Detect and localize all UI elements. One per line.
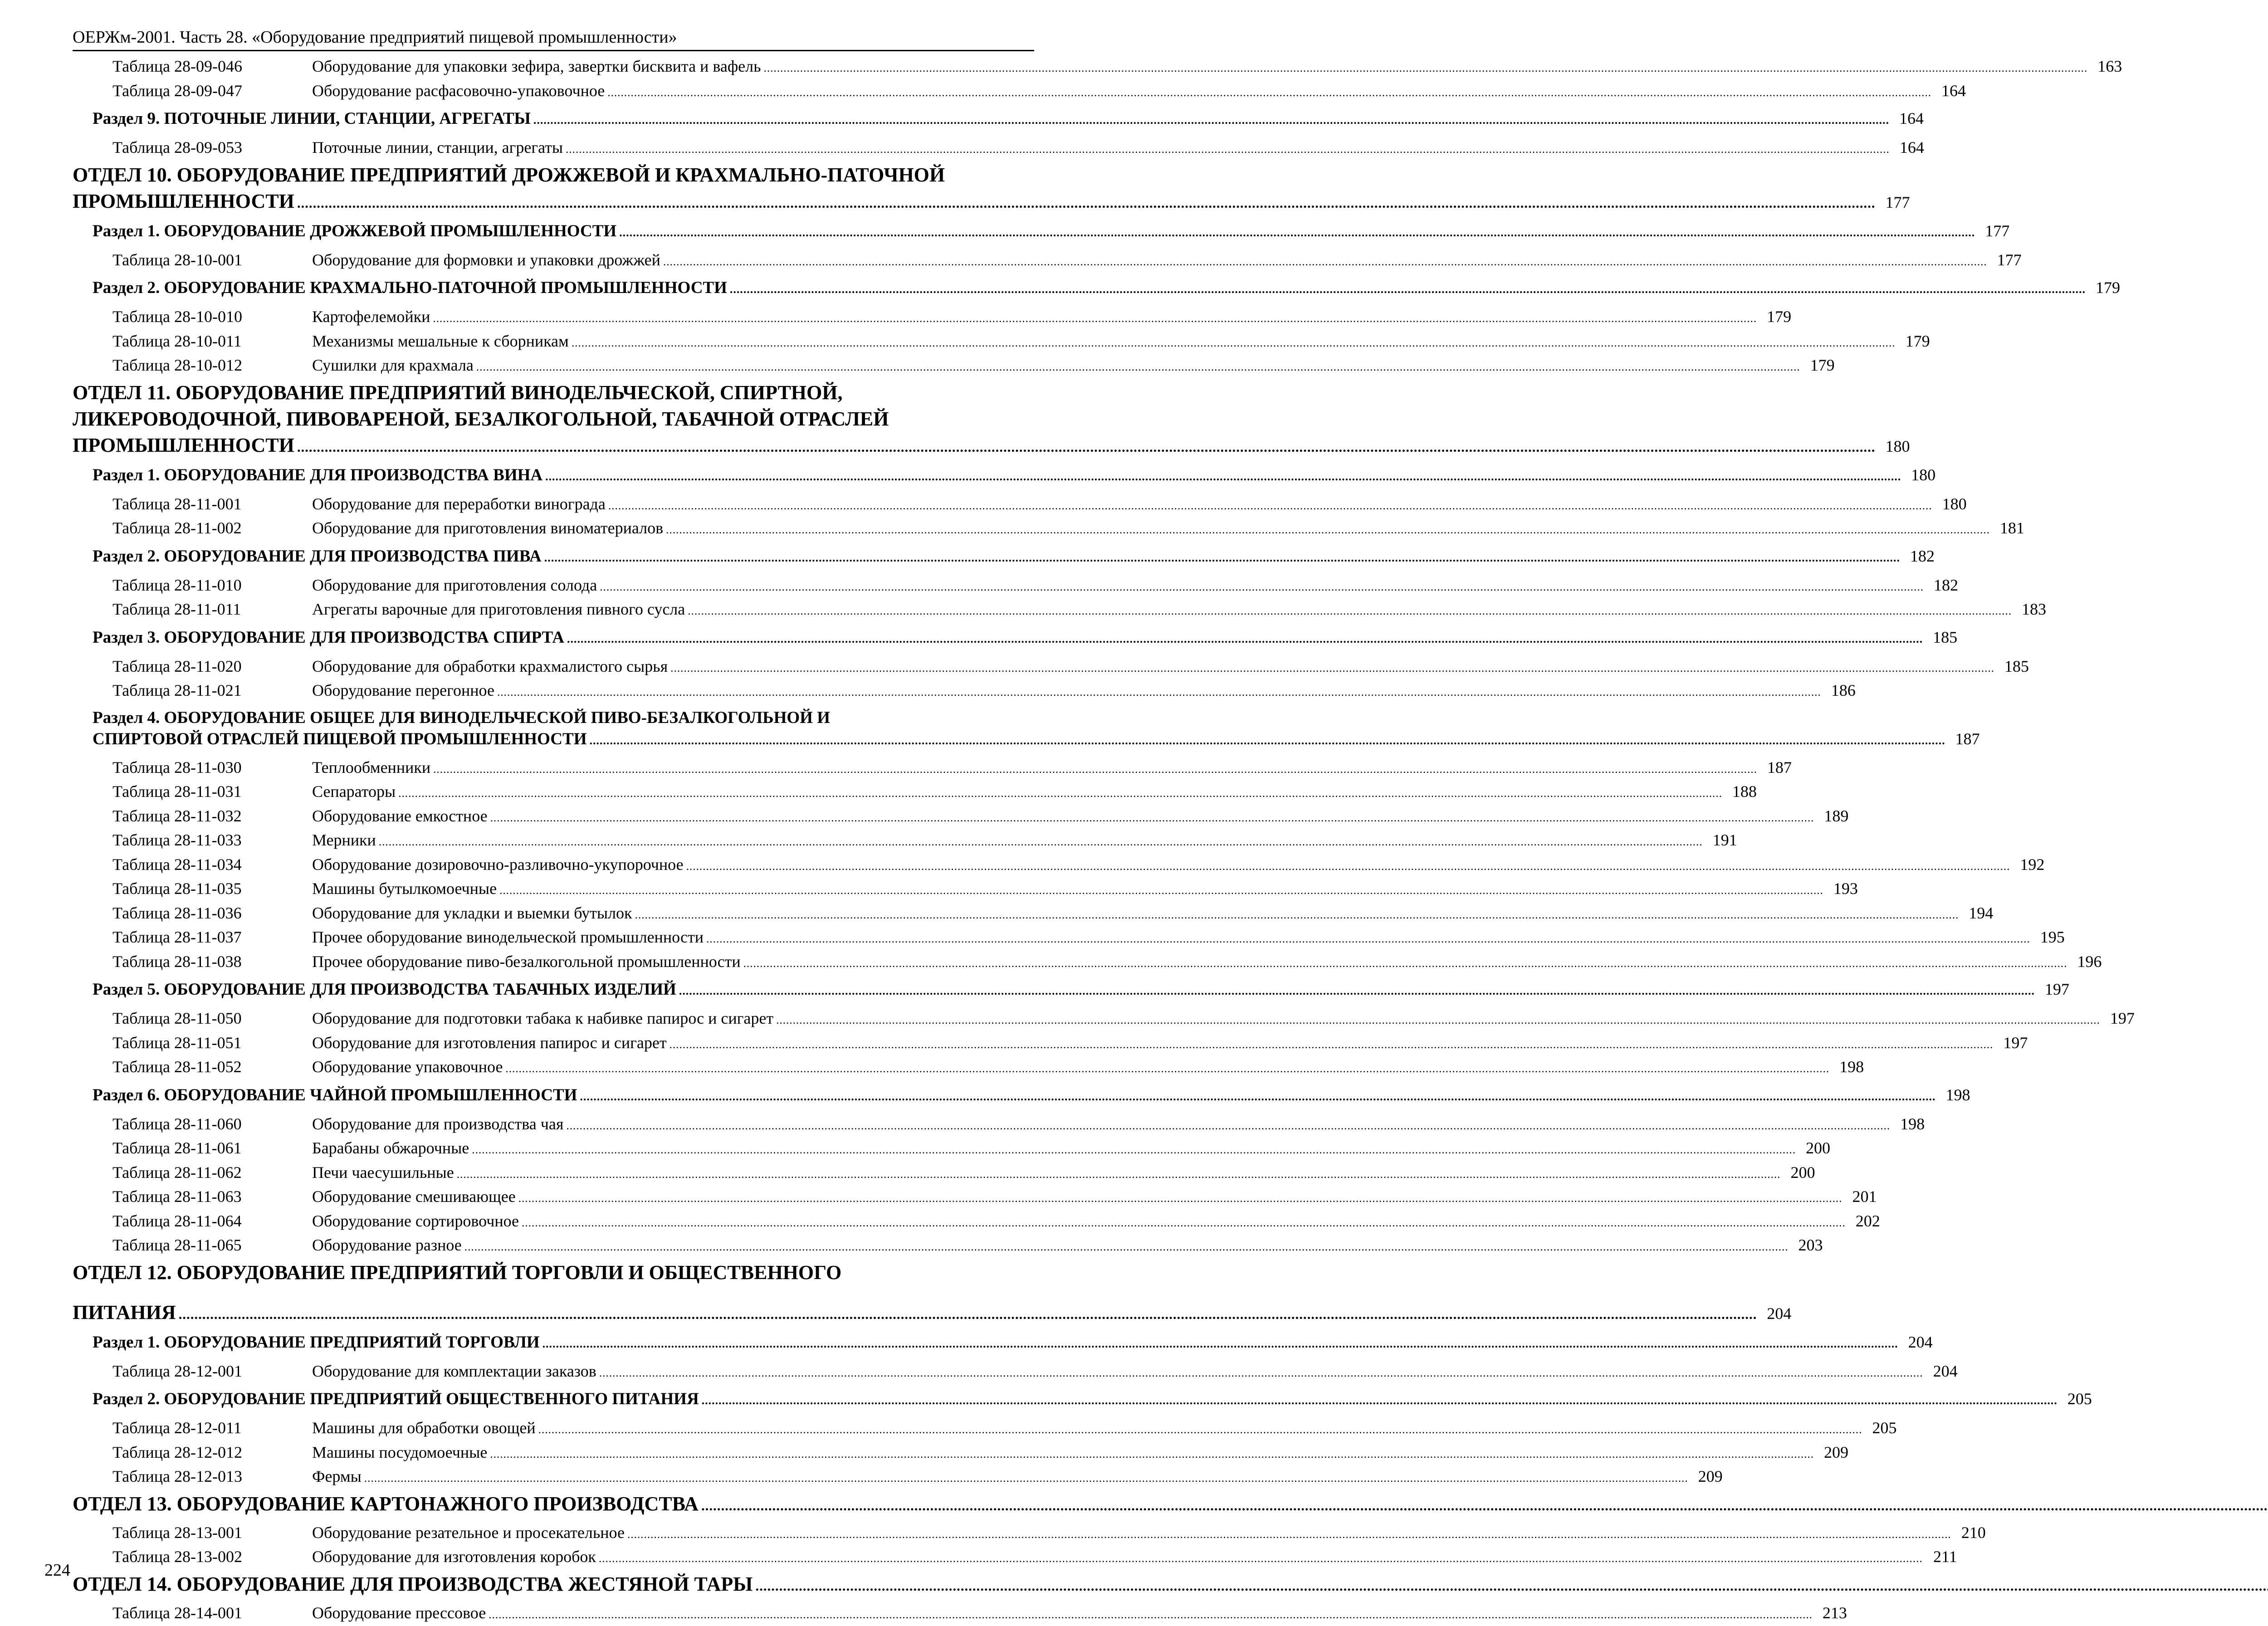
dot-leader	[364, 1468, 1688, 1490]
toc-table-entry	[73, 679, 1039, 704]
toc-section-heading	[73, 545, 1039, 569]
toc-table-entry	[73, 1360, 1039, 1385]
dot-leader	[433, 759, 1757, 781]
toc-division-heading	[73, 1571, 1039, 1599]
toc-table-entry	[73, 1234, 1039, 1259]
table-code: Таблица 28-11-033	[73, 829, 312, 851]
dot-leader	[297, 190, 1876, 216]
heading-page: 204	[1901, 1331, 1933, 1353]
dot-leader	[566, 1115, 1890, 1138]
dot-leader	[670, 1034, 1994, 1056]
dot-leader	[666, 519, 1990, 542]
heading-line: Раздел 1. ОБОРУДОВАНИЕ ДРОЖЖЕВОЙ ПРОМЫШЛЕННОСТИ	[93, 220, 616, 242]
toc-table-entry	[73, 1602, 1039, 1626]
table-page: 197	[2103, 1007, 2135, 1030]
dot-leader	[599, 1548, 1923, 1570]
heading-line: Раздел 5. ОБОРУДОВАНИЕ ДЛЯ ПРОИЗВОДСТВА ТАБАЧНЫХ ИЗДЕЛИЙ	[93, 979, 676, 1001]
table-page: 201	[1845, 1186, 1877, 1208]
dot-leader	[457, 1164, 1781, 1186]
toc-table-entry	[73, 493, 1039, 518]
heading-last-line	[93, 1388, 1039, 1411]
table-title: Оборудование для упаковки зефира, завертки бисквита и вафель	[312, 55, 761, 78]
table-code: Таблица 28-10-001	[73, 249, 312, 271]
toc-section-heading	[73, 464, 1039, 488]
table-title: Оборудование перегонное	[312, 679, 494, 702]
heading-last-line	[93, 464, 1039, 488]
toc-table-entry	[73, 517, 1039, 542]
table-code: Таблица 28-11-034	[73, 854, 312, 876]
table-page: 200	[1799, 1137, 1830, 1159]
toc-table-entry	[73, 249, 1039, 273]
table-page: 192	[2013, 854, 2044, 876]
heading-last-line	[73, 1571, 1039, 1599]
table-page: 189	[1817, 805, 1848, 827]
toc-table-entry	[73, 1546, 1039, 1570]
table-code: Таблица 28-11-001	[73, 493, 312, 515]
table-page: 195	[2033, 926, 2065, 948]
table-code: Таблица 28-11-064	[73, 1210, 312, 1232]
dot-leader	[572, 332, 1896, 355]
toc-table-entry	[73, 137, 1039, 161]
table-code: Таблица 28-11-035	[73, 878, 312, 900]
table-title: Оборудование для приготовления солода	[312, 574, 597, 596]
dot-leader	[627, 1524, 1951, 1546]
table-title: Печи чаесушильные	[312, 1162, 454, 1184]
heading-last-line	[93, 1084, 1039, 1108]
dot-leader	[706, 928, 2030, 951]
dot-leader	[379, 831, 1703, 854]
table-page: 209	[1691, 1465, 1723, 1488]
heading-line: ЛИКЕРОВОДОЧНОЙ, ПИВОВАРЕНОЙ, БЕЗАЛКОГОЛЬНОЙ, ТАБАЧНОЙ ОТРАСЛЕЙ	[73, 406, 1039, 432]
table-code: Таблица 28-14-001	[73, 1602, 312, 1624]
toc-table-entry	[73, 330, 1039, 355]
table-code: Таблица 28-11-002	[73, 517, 312, 539]
toc-table-entry	[73, 1137, 1039, 1162]
dot-leader	[670, 658, 1994, 680]
dot-leader	[505, 1058, 1829, 1080]
table-code: Таблица 28-11-038	[73, 951, 312, 973]
toc-table-entry	[73, 55, 1039, 80]
heading-line: ПРОМЫШЛЕННОСТИ	[73, 432, 294, 459]
table-code: Таблица 28-11-037	[73, 926, 312, 948]
table-page: 193	[1826, 878, 1858, 900]
table-page: 179	[1803, 354, 1835, 376]
table-code: Таблица 28-11-020	[73, 655, 312, 678]
heading-last-line	[93, 728, 1039, 751]
heading-line: СПИРТОВОЙ ОТРАСЛЕЙ ПИЩЕВОЙ ПРОМЫШЛЕННОСТИ	[93, 729, 587, 750]
table-title: Оборудование для переработки винограда	[312, 493, 606, 515]
dot-leader	[607, 82, 1931, 104]
heading-line: ОТДЕЛ 12. ОБОРУДОВАНИЕ ПРЕДПРИЯТИЙ ТОРГОВЛИ И ОБЩЕСТВЕННОГО	[73, 1260, 1039, 1286]
table-title: Оборудование для обработки крахмалистого сырья	[312, 655, 668, 678]
table-title: Оборудование упаковочное	[312, 1056, 503, 1078]
heading-line: Раздел 4. ОБОРУДОВАНИЕ ОБЩЕЕ ДЛЯ ВИНОДЕЛЬЧЕСКОЙ ПИВО-БЕЗАЛКОГОЛЬНОЙ И	[93, 708, 1039, 728]
table-page: 198	[1893, 1113, 1925, 1135]
dot-leader	[776, 1010, 2100, 1032]
table-code: Таблица 28-11-011	[73, 598, 312, 620]
heading-page: 182	[1903, 545, 1935, 567]
heading-last-line	[93, 978, 1039, 1002]
table-page: 180	[1935, 493, 1967, 515]
table-page: 163	[2090, 55, 2122, 78]
heading-last-line	[93, 545, 1039, 569]
page-number: 224	[44, 1560, 70, 1580]
toc-division-heading	[73, 1260, 1039, 1328]
dot-leader	[433, 308, 1757, 330]
heading-page: 180	[1878, 433, 1910, 459]
heading-page: 177	[1978, 220, 2009, 242]
heading-line: Раздел 6. ОБОРУДОВАНИЕ ЧАЙНОЙ ПРОМЫШЛЕННОСТИ	[93, 1084, 577, 1106]
table-title: Оборудование для изготовления коробок	[312, 1546, 596, 1568]
dot-leader	[499, 880, 1823, 902]
toc-table-entry	[73, 655, 1039, 680]
table-code: Таблица 28-13-001	[73, 1522, 312, 1544]
toc-table-entry	[73, 1441, 1039, 1466]
heading-line: Раздел 2. ОБОРУДОВАНИЕ ПРЕДПРИЯТИЙ ОБЩЕСТВЕННОГО ПИТАНИЯ	[93, 1388, 699, 1410]
running-header: ОЕРЖм-2001. Часть 28. «Оборудование предприятий пищевой промышленности»	[73, 26, 1034, 51]
toc-table-entry	[73, 1522, 1039, 1546]
table-code: Таблица 28-11-061	[73, 1137, 312, 1159]
heading-page: 205	[2060, 1388, 2092, 1410]
dot-leader	[679, 980, 2035, 1002]
table-title: Оборудование для комплектации заказов	[312, 1360, 596, 1382]
dot-leader	[533, 109, 1889, 131]
table-title: Сушилки для крахмала	[312, 354, 474, 376]
dot-leader	[518, 1188, 1843, 1210]
table-page: 197	[1996, 1032, 2028, 1054]
table-page: 209	[1817, 1441, 1848, 1464]
dot-leader	[543, 1333, 1898, 1355]
table-code: Таблица 28-11-062	[73, 1162, 312, 1184]
heading-page: 198	[1938, 1084, 1970, 1106]
table-page: 191	[1706, 829, 1737, 851]
toc-table-entry	[73, 1056, 1039, 1080]
table-page: 196	[2070, 951, 2102, 973]
heading-page: 179	[2088, 277, 2120, 298]
dot-leader	[476, 356, 1800, 379]
heading-line: ОТДЕЛ 11. ОБОРУДОВАНИЕ ПРЕДПРИЯТИЙ ВИНОДЕЛЬЧЕСКОЙ, СПИРТНОЙ,	[73, 380, 1039, 406]
table-title: Прочее оборудование пиво-безалкогольной промышленности	[312, 951, 741, 973]
table-title: Мерники	[312, 829, 376, 851]
table-page: 179	[1760, 306, 1791, 328]
toc-section-heading	[73, 1331, 1039, 1355]
toc-table-entry	[73, 1113, 1039, 1138]
table-page: 179	[1898, 330, 1930, 352]
toc-table-entry	[73, 951, 1039, 975]
dot-leader	[489, 1604, 1813, 1626]
dot-leader	[599, 1362, 1923, 1385]
table-code: Таблица 28-11-036	[73, 902, 312, 924]
heading-last-line	[73, 188, 1039, 216]
toc-division-heading	[73, 380, 1039, 460]
table-title: Поточные линии, станции, агрегаты	[312, 137, 563, 159]
dot-leader	[688, 601, 2012, 623]
table-title: Машины для обработки овощей	[312, 1417, 536, 1439]
toc-section-heading	[73, 1084, 1039, 1108]
table-page: 182	[1926, 574, 1958, 596]
toc-table-entry	[73, 854, 1039, 878]
table-title: Оборудование дозировочно-разливочно-укупорочное	[312, 854, 684, 876]
heading-line: Раздел 9. ПОТОЧНЫЕ ЛИНИИ, СТАНЦИИ, АГРЕГАТЫ	[93, 108, 531, 130]
dot-leader	[702, 1390, 2058, 1411]
table-code: Таблица 28-11-052	[73, 1056, 312, 1078]
toc-table-entry	[73, 1417, 1039, 1441]
toc-table-entry	[73, 781, 1039, 805]
table-title: Оборудование для подготовки табака к набивке папирос и сигарет	[312, 1007, 773, 1030]
table-page: 183	[2014, 598, 2046, 620]
toc-table-entry	[73, 1032, 1039, 1056]
toc-table-entry	[73, 829, 1039, 854]
table-title: Фермы	[312, 1465, 362, 1488]
table-code: Таблица 28-10-010	[73, 306, 312, 328]
table-code: Таблица 28-09-047	[73, 80, 312, 102]
toc-section-heading	[73, 1388, 1039, 1411]
toc-table-entry	[73, 80, 1039, 104]
dot-leader	[522, 1212, 1846, 1235]
dot-leader	[472, 1139, 1796, 1162]
table-code: Таблица 28-10-012	[73, 354, 312, 376]
heading-last-line	[93, 277, 1039, 300]
table-page: 164	[1892, 137, 1924, 159]
toc-table-entry	[73, 574, 1039, 599]
table-title: Барабаны обжарочные	[312, 1137, 469, 1159]
heading-line: ПИТАНИЯ	[73, 1299, 176, 1326]
toc-table-entry	[73, 878, 1039, 902]
table-page: 188	[1725, 781, 1757, 803]
table-code: Таблица 28-11-030	[73, 757, 312, 779]
table-code: Таблица 28-11-060	[73, 1113, 312, 1135]
dot-leader	[686, 856, 2010, 878]
heading-line: ОТДЕЛ 10. ОБОРУДОВАНИЕ ПРЕДПРИЯТИЙ ДРОЖЖЕВОЙ И КРАХМАЛЬНО-ПАТОЧНОЙ	[73, 162, 1039, 188]
table-code: Таблица 28-12-001	[73, 1360, 312, 1382]
dot-leader	[755, 1573, 2268, 1599]
table-code: Таблица 28-11-065	[73, 1234, 312, 1256]
dot-leader	[464, 1236, 1789, 1259]
toc-table-entry	[73, 902, 1039, 927]
table-page: 210	[1954, 1522, 1986, 1544]
table-title: Оборудование смешивающее	[312, 1186, 516, 1208]
heading-page: 177	[1878, 189, 1910, 215]
table-title: Оборудование для изготовления папирос и сигарет	[312, 1032, 667, 1054]
toc-table-entry	[73, 1465, 1039, 1490]
toc-section-heading	[73, 277, 1039, 300]
heading-line: Раздел 2. ОБОРУДОВАНИЕ ДЛЯ ПРОИЗВОДСТВА ПИВА	[93, 546, 542, 567]
toc-table-entry	[73, 306, 1039, 330]
table-title: Оборудование прессовое	[312, 1602, 486, 1624]
table-page: 202	[1848, 1210, 1880, 1232]
table-code: Таблица 28-11-050	[73, 1007, 312, 1030]
heading-last-line	[73, 1491, 1039, 1519]
toc-table-entry	[73, 1007, 1039, 1032]
dot-leader	[567, 628, 1923, 650]
heading-last-line	[93, 1331, 1039, 1355]
toc-table-entry	[73, 1162, 1039, 1186]
dot-leader	[635, 904, 1959, 927]
heading-line: ОТДЕЛ 13. ОБОРУДОВАНИЕ КАРТОНАЖНОГО ПРОИЗВОДСТВА	[73, 1491, 699, 1517]
table-title: Оборудование для производства чая	[312, 1113, 563, 1135]
table-title: Оборудование разное	[312, 1234, 462, 1256]
table-page: 211	[1926, 1546, 1957, 1568]
table-title: Агрегаты варочные для приготовления пивного сусла	[312, 598, 685, 620]
toc-division-heading	[73, 162, 1039, 216]
table-page: 203	[1791, 1234, 1823, 1256]
table-code: Таблица 28-12-011	[73, 1417, 312, 1439]
heading-page: 204	[1760, 1300, 1791, 1327]
table-code: Таблица 28-12-012	[73, 1441, 312, 1464]
table-code: Таблица 28-09-053	[73, 137, 312, 159]
toc-section-heading	[73, 220, 1039, 244]
dot-leader	[566, 139, 1890, 161]
dot-leader	[538, 1419, 1862, 1441]
table-code: Таблица 28-10-011	[73, 330, 312, 352]
table-code: Таблица 28-11-031	[73, 781, 312, 803]
table-page: 186	[1824, 679, 1856, 702]
heading-page: 180	[1904, 464, 1936, 486]
table-code: Таблица 28-11-063	[73, 1186, 312, 1208]
toc-table-entry	[73, 757, 1039, 781]
dot-leader	[701, 1493, 2268, 1519]
table-page: 213	[1815, 1602, 1847, 1624]
toc-table-entry	[73, 805, 1039, 830]
heading-last-line	[73, 432, 1039, 460]
table-page: 164	[1934, 80, 1966, 102]
table-page: 200	[1783, 1162, 1815, 1184]
table-of-contents	[73, 55, 1039, 1626]
table-code: Таблица 28-11-021	[73, 679, 312, 702]
dot-leader	[490, 807, 1814, 830]
dot-leader	[730, 278, 2086, 300]
table-title: Оборудование емкостное	[312, 805, 488, 827]
heading-page: 197	[2038, 978, 2069, 1000]
table-title: Теплообменники	[312, 757, 430, 779]
table-page: 177	[1990, 249, 2022, 271]
dot-leader	[580, 1086, 1936, 1108]
dot-leader	[764, 58, 2088, 80]
heading-line: ПРОМЫШЛЕННОСТИ	[73, 188, 294, 215]
table-code: Таблица 28-11-032	[73, 805, 312, 827]
heading-last-line	[93, 220, 1039, 244]
table-page: 185	[1997, 655, 2029, 678]
toc-table-entry	[73, 1210, 1039, 1235]
table-code: Таблица 28-12-013	[73, 1465, 312, 1488]
heading-line: Раздел 1. ОБОРУДОВАНИЕ ПРЕДПРИЯТИЙ ТОРГОВЛИ	[93, 1332, 540, 1353]
table-title: Оборудование резательное и просекательное	[312, 1522, 625, 1544]
heading-line: Раздел 2. ОБОРУДОВАНИЕ КРАХМАЛЬНО-ПАТОЧНОЙ ПРОМЫШЛЕННОСТИ	[93, 277, 727, 299]
dot-leader	[600, 576, 1924, 599]
table-title: Машины бутылкомоечные	[312, 878, 497, 900]
table-title: Сепараторы	[312, 781, 396, 803]
table-code: Таблица 28-13-002	[73, 1546, 312, 1568]
toc-section-heading	[73, 708, 1039, 751]
heading-line: Раздел 3. ОБОРУДОВАНИЕ ДЛЯ ПРОИЗВОДСТВА СПИРТА	[93, 627, 564, 649]
heading-line: ОТДЕЛ 14. ОБОРУДОВАНИЕ ДЛЯ ПРОИЗВОДСТВА ЖЕСТЯНОЙ ТАРЫ	[73, 1571, 753, 1597]
table-page: 204	[1926, 1360, 1958, 1382]
toc-section-heading	[73, 626, 1039, 650]
heading-last-line	[73, 1299, 1039, 1328]
table-title: Механизмы мешальные к сборникам	[312, 330, 569, 352]
toc-table-entry	[73, 354, 1039, 379]
table-title: Оборудование для формовки и упаковки дрожжей	[312, 249, 660, 271]
table-page: 205	[1865, 1417, 1897, 1439]
dot-leader	[398, 783, 1722, 805]
dot-leader	[179, 1301, 1757, 1328]
dot-leader	[663, 251, 1987, 273]
dot-leader	[490, 1444, 1814, 1466]
dot-leader	[743, 953, 2068, 975]
table-page: 198	[1832, 1056, 1864, 1078]
dot-leader	[497, 682, 1821, 704]
table-code: Таблица 28-11-010	[73, 574, 312, 596]
toc-section-heading	[73, 978, 1039, 1002]
heading-page: 185	[1926, 626, 1957, 648]
table-title: Оборудование для укладки и выемки бутылок	[312, 902, 632, 924]
toc-section-heading	[73, 107, 1039, 131]
dot-leader	[544, 547, 1900, 569]
table-code: Таблица 28-11-051	[73, 1032, 312, 1054]
dot-leader	[619, 222, 1975, 244]
heading-page: 164	[1892, 107, 1924, 129]
table-title: Машины посудомоечные	[312, 1441, 487, 1464]
table-page: 187	[1760, 757, 1792, 779]
toc-table-entry	[73, 926, 1039, 951]
table-title: Оборудование расфасовочно-упаковочное	[312, 80, 605, 102]
table-page: 194	[1961, 902, 1993, 924]
heading-last-line	[93, 107, 1039, 131]
toc-table-entry	[73, 1186, 1039, 1210]
heading-line: Раздел 1. ОБОРУДОВАНИЕ ДЛЯ ПРОИЗВОДСТВА ВИНА	[93, 464, 543, 486]
heading-page: 187	[1948, 728, 1980, 749]
dot-leader	[589, 730, 1945, 751]
toc-division-heading	[73, 1491, 1039, 1519]
toc-table-entry	[73, 598, 1039, 623]
dot-leader	[545, 466, 1901, 488]
table-code: Таблица 28-09-046	[73, 55, 312, 78]
dot-leader	[297, 434, 1876, 460]
table-title: Оборудование сортировочное	[312, 1210, 519, 1232]
table-title: Оборудование для приготовления виноматериалов	[312, 517, 663, 539]
table-title: Прочее оборудование винодельческой промышленности	[312, 926, 704, 948]
heading-last-line	[93, 626, 1039, 650]
dot-leader	[608, 495, 1932, 518]
table-title: Картофелемойки	[312, 306, 430, 328]
table-page: 181	[1993, 517, 2024, 539]
